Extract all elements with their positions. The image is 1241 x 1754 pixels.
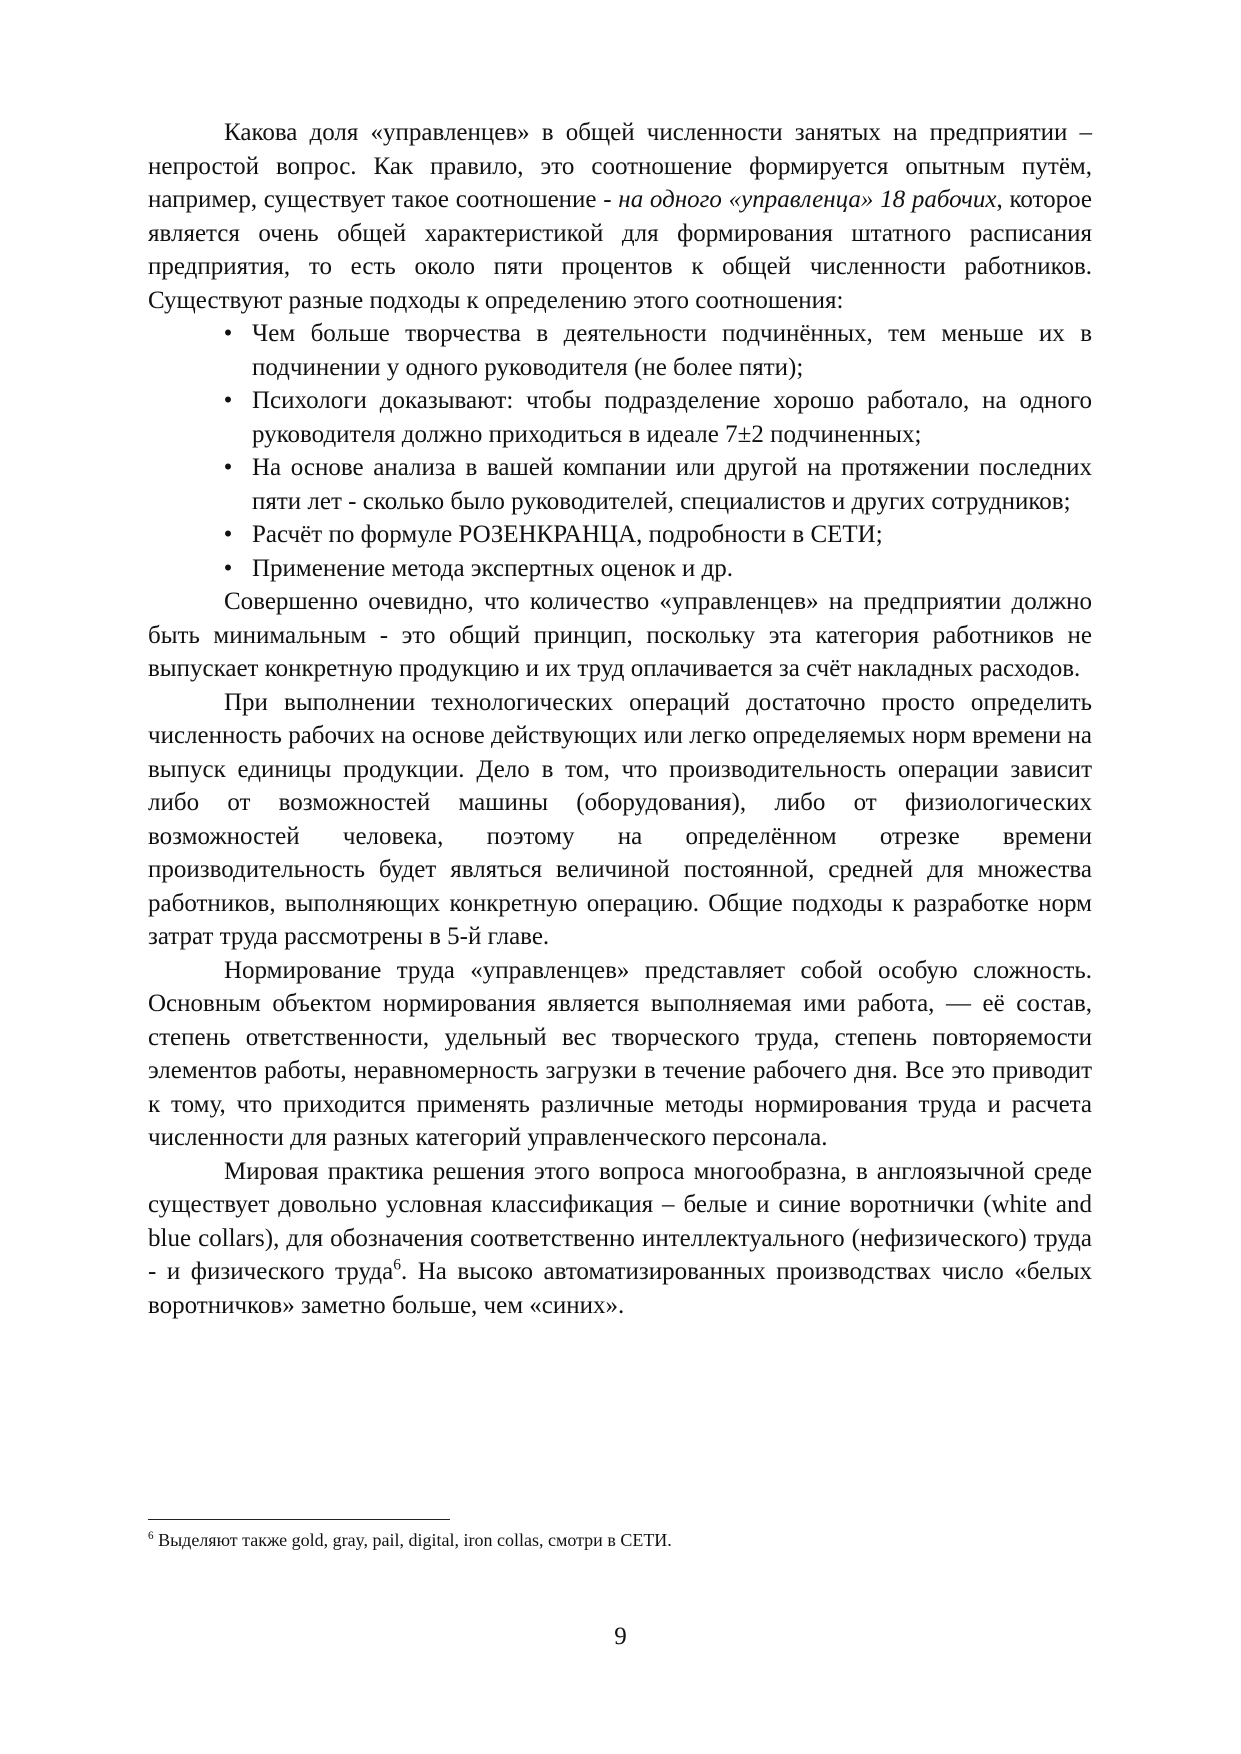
bullet-icon: • [223,554,233,582]
list-item-text: Применение метода экспертных оценок и др. [252,554,733,582]
paragraph-1-text-after: , которое является очень общей характеристикой для формирования штатного расписания предприятия, то есть около пяти процентов к общей численности работников. Существуют разные подходы к определению этого соотношения: [148,186,1092,314]
bullet-icon: • [223,521,233,548]
list-item [223,552,1092,586]
list-item [223,451,1092,518]
list-item-text: Расчёт по формуле РОЗЕНКРАНЦА, подробности в СЕТИ; [252,521,883,548]
list-item [223,384,1092,451]
paragraph-1 [148,116,1092,317]
list-item [223,317,1092,384]
footnote-reference[interactable]: 6 [393,1256,401,1274]
paragraph-1-text-before: Какова доля «управленцев» в общей численности занятых на предприятии – непростой вопрос. Как правило, это соотношение формируется опытным путём, например, существует такое соотношение - [148,119,1092,213]
paragraph-5-text-after: . На высоко автоматизированных производствах число «белых воротничков» заметно больше, чем «синих». [148,1258,1092,1319]
paragraph-3: При выполнении технологических операций достаточно просто определить численность рабочих на основе действующих или легко определяемых норм времени на выпуск единицы продукции. Дело в том, что производительность операции зависит либо от возможностей машины (оборудования), либо от физиологических возможностей человека, поэтому на определённом отрезке времени производительность будет являться величиной постоянной, средней для множества работников, выполняющих конкретную операцию. Общие подходы к разработке норм затрат труда рассмотрены в 5-й главе. [148,688,1092,950]
list-item [223,518,1092,552]
footnote-divider [148,1519,450,1520]
list-item-text: Чем больше творчества в деятельности подчинённых, тем меньше их в подчинении у одного руководителя (не более пяти); [252,320,1092,381]
footnote-number: 6 [148,1530,154,1542]
page-body [148,116,1092,1322]
bullet-icon: • [223,320,233,347]
paragraph-5-text-before: Мировая практика решения этого вопроса многообразна, в англоязычной среде существует довольно условная классификация – белые и синие воротнички (white and blue collars), для обозначения соответственно интеллектуального (нефизического) труда - и физического труда [148,1157,1092,1285]
footnote-text: Выделяют также gold, gray, pail, digital, iron collas, смотри в СЕТИ. [153,1530,672,1550]
paragraph-5 [148,1155,1092,1323]
bullet-icon: • [223,387,233,414]
paragraph-1-italic: на одного «управленца» 18 рабочих [618,186,997,213]
list-item-text: Психологи доказывают: чтобы подразделение хорошо работало, на одного руководителя должно приходиться в идеале 7±2 подчиненных; [252,387,1092,448]
list-item-text: На основе анализа в вашей компании или другой на протяжении последних пяти лет - сколько было руководителей, специалистов и других сотрудников; [252,454,1092,515]
page-number: 9 [614,1623,627,1650]
paragraph-4: Нормирование труда «управленцев» представляет собой особую сложность. Основным объектом нормирования является выполняемая ими работа, — её состав, степень ответственности, удельный вес творческого труда, степень повторяемости элементов работы, неравномерность загрузки в течение рабочего дня. Все это приводит к тому, что приходится применять различные методы нормирования труда и расчета численности для разных категорий управленческого персонала. [148,956,1092,1151]
footnote [148,1528,1092,1552]
bullet-icon: • [223,454,233,481]
paragraph-2: Совершенно очевидно, что количество «управленцев» на предприятии должно быть минимальным - это общий принцип, поскольку эта категория работников не выпускает конкретную продукцию и их труд оплачивается за счёт накладных расходов. [148,588,1092,682]
bullet-list [148,317,1092,585]
